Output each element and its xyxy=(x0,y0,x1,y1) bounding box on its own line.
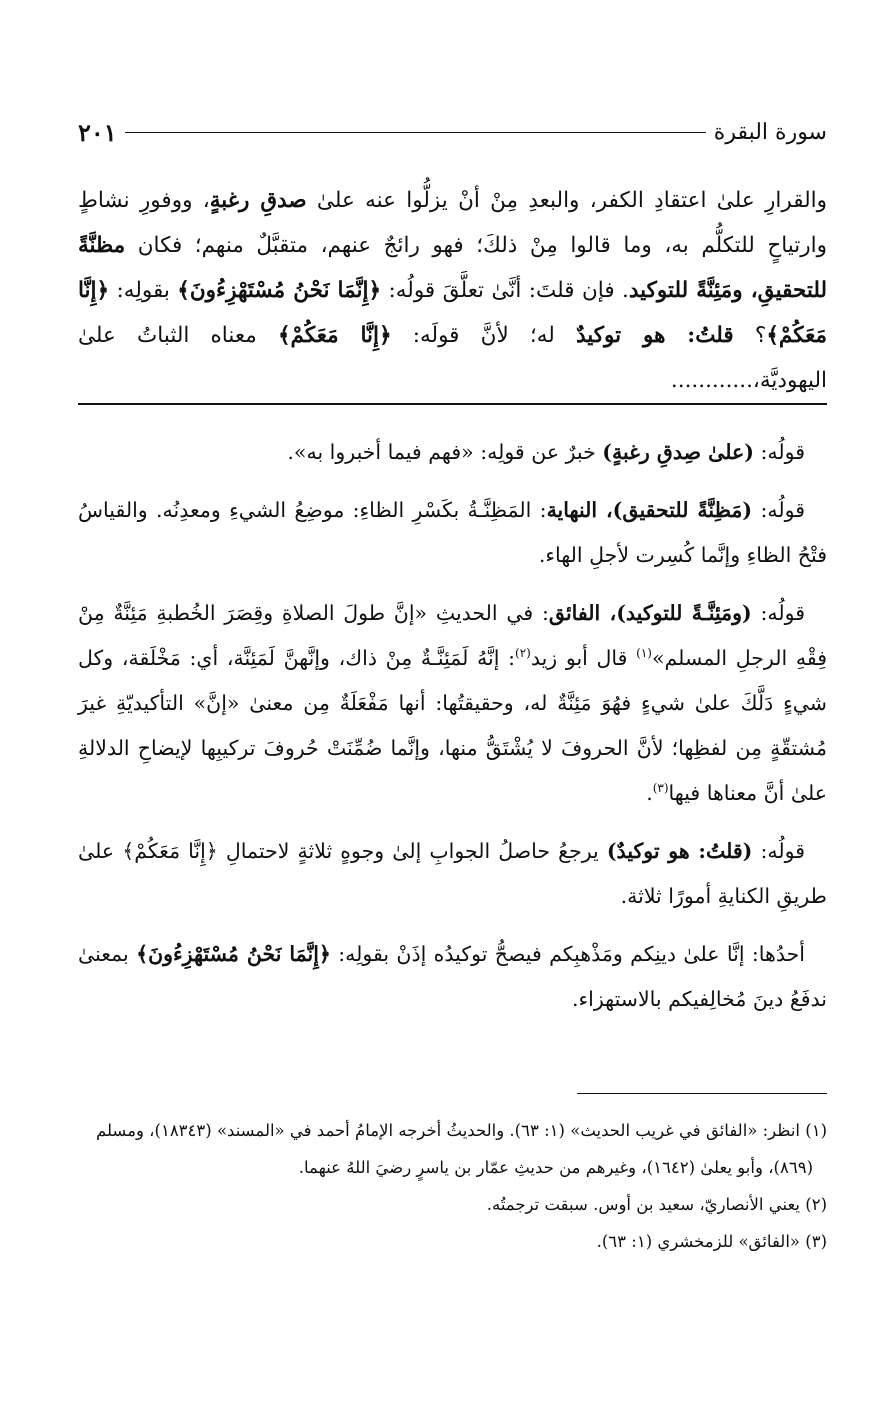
commentary-text: أحدُها: إنَّا علىٰ دينِكم ومَذْهبِكم فيصحُّ توكيدُه إذَنْ بقولِه: xyxy=(330,942,805,966)
commentary-lemma: (علىٰ صِدقِ رغبةٍ) xyxy=(602,440,754,464)
commentary-paragraph xyxy=(78,932,827,1022)
commentary-lemma: (ومَئِنَّـةً للتوكيد)، الفائق xyxy=(548,601,752,625)
quran-quote: ﴿إِنَّا مَعَكُمْ﴾ xyxy=(277,323,392,348)
footnote-rule xyxy=(577,1093,827,1094)
commentary-text: قولُه: xyxy=(753,440,805,464)
main-text-segment: ؟ xyxy=(733,323,767,348)
main-text-segment: له؛ لأنَّ قولَه: xyxy=(391,323,577,348)
footnote-1-continued: (٨٦٩)، وأبو يعلىٰ (١٦٤٢)، وغيرهم من حديثِ عمّار بن ياسرٍ رضيَ اللهُ عنهما. xyxy=(298,1158,813,1177)
commentary-text: يرجعُ حاصلُ الجوابِ إلىٰ وجوهٍ ثلاثةٍ لاحتمالِ xyxy=(217,839,607,863)
commentary-text: : في الحديثِ «إنَّ طولَ الصلاةِ وقِصَرَ الخُطبةِ مَئِنَّةٌ مِنْ فِقْهِ الرجلِ المسلم» xyxy=(78,601,827,670)
main-paragraph xyxy=(78,178,827,403)
commentary-text: علىٰ طريقِ الكنايةِ أمورًا ثلاثة. xyxy=(78,839,827,908)
commentary-lemma: (مَظِنَّةً للتحقيق)، النهاية xyxy=(546,498,753,522)
header-rule xyxy=(125,132,706,133)
commentary-text: بمعنىٰ ندفَعُ دينَ مُخالِفيكم بالاستهزاء. xyxy=(78,942,827,1011)
footnote-ref: (٢) xyxy=(515,646,531,661)
commentary-text: خبرٌ عن قولِه: «فهم فيما أخبروا به». xyxy=(287,440,603,464)
main-text-segment: معناه الثباتُ علىٰ اليهوديَّة xyxy=(78,323,827,393)
main-text-segment: والقرارِ علىٰ اعتقادِ الكفر، والبعدِ مِنْ أنْ يزلُّوا عنه علىٰ xyxy=(306,188,827,213)
main-text-segment: بقولِه: xyxy=(109,278,178,303)
footnote-3: (٣) «الفائق» للزمخشري (١: ٦٣). xyxy=(596,1232,827,1251)
quran-quote: ﴿إِنَّا مَعَكُمْ﴾ xyxy=(122,839,218,863)
quran-quote: ﴿إِنَّمَا نَحْنُ مُسْتَهْزِءُونَ﴾ xyxy=(177,278,382,303)
commentary-text: قولُه: xyxy=(752,839,805,863)
page-number: ٢٠١ xyxy=(78,117,117,147)
main-text-segment: ، ووفورِ نشاطٍ وارتياحٍ للتكلُّم به، وما قالوا مِنْ ذلكَ؛ فهو رائجٌ عنهم، متقبَّلٌ منهم؛ فكان xyxy=(78,188,827,258)
footnotes xyxy=(78,1112,827,1260)
commentary xyxy=(78,430,827,1022)
main-bold-term: مظنَّةً للتحقيقِ، ومَئِنَّةً للتوكيد xyxy=(78,233,827,303)
main-commentary-divider xyxy=(78,403,827,405)
commentary-paragraph xyxy=(78,591,827,816)
ellipsis-dots: ،............ xyxy=(670,368,760,393)
commentary-text: قال أبو زيد xyxy=(530,646,637,670)
footnote-ref: (٣) xyxy=(652,781,669,796)
commentary-paragraph xyxy=(78,829,827,919)
commentary-text: : إنَّهُ لَمَئِنَّـةٌ مِنْ ذاك، وإنَّهنَّ لَمَئِنَّة، أي: مَخْلَقة، وكل شيءٍ دَلَّكَ علىٰ شيءٍ فهُوَ مَئِنَّةٌ له، وحقيقتُها: أنها مَفْعَلَةٌ مِن معنىٰ «إنَّ» التأكيديّةِ غيرَ مُشتقّةٍ مِن لفظِها؛ لأنَّ الحروفَ لا يُشْتَقُّ منها، وإنَّما ضُمِّنَتْ حُروفَ تركيبِها لإيضاحِ الدلالةِ علىٰ أنَّ معناها فيها xyxy=(78,646,827,805)
running-header xyxy=(78,112,827,152)
commentary-text: : المَظِنَّـةُ بكَسْرِ الظاءِ: موضِعُ الشيءِ ومعدِنُه. والقياسُ فتْحُ الظاءِ وإنَّما كُسِرت لأجلِ الهاء. xyxy=(78,498,827,567)
quran-quote: ﴿إِنَّمَا نَحْنُ مُسْتَهْزِءُونَ﴾ xyxy=(136,942,331,966)
surah-title: سورة البقرة xyxy=(713,119,827,145)
commentary-text: قولُه: xyxy=(752,498,805,522)
footnote-2: (٢) يعني الأنصاريّ، سعيد بن أوس. سبقت ترجمتُه. xyxy=(486,1195,827,1214)
main-bold-term: صدقِ رغبةٍ xyxy=(209,188,307,213)
commentary-text: قولُه: xyxy=(751,601,805,625)
main-text-segment: . فإن قلتَ: أنَّىٰ تعلَّقَ قولُه: xyxy=(381,278,629,303)
commentary-text: . xyxy=(646,781,653,805)
quran-quote: ﴿إِنَّا مَعَكُمْ﴾ xyxy=(78,278,827,348)
commentary-paragraph xyxy=(78,488,827,578)
main-bold-term: قلتُ: هو توكيدٌ xyxy=(576,323,734,348)
commentary-paragraph xyxy=(78,430,827,475)
footnote-ref: (١) xyxy=(636,646,652,661)
main-text xyxy=(78,178,827,403)
page xyxy=(78,0,827,1412)
footnote-1: (١) انظر: «الفائق في غريب الحديث» (١: ٦٣). والحديثُ أخرجه الإمامُ أحمد في «المسند» (١٨٣٤٣)، ومسلم xyxy=(95,1121,827,1140)
commentary-lemma: (قلتُ: هو توكيدٌ) xyxy=(606,839,753,863)
